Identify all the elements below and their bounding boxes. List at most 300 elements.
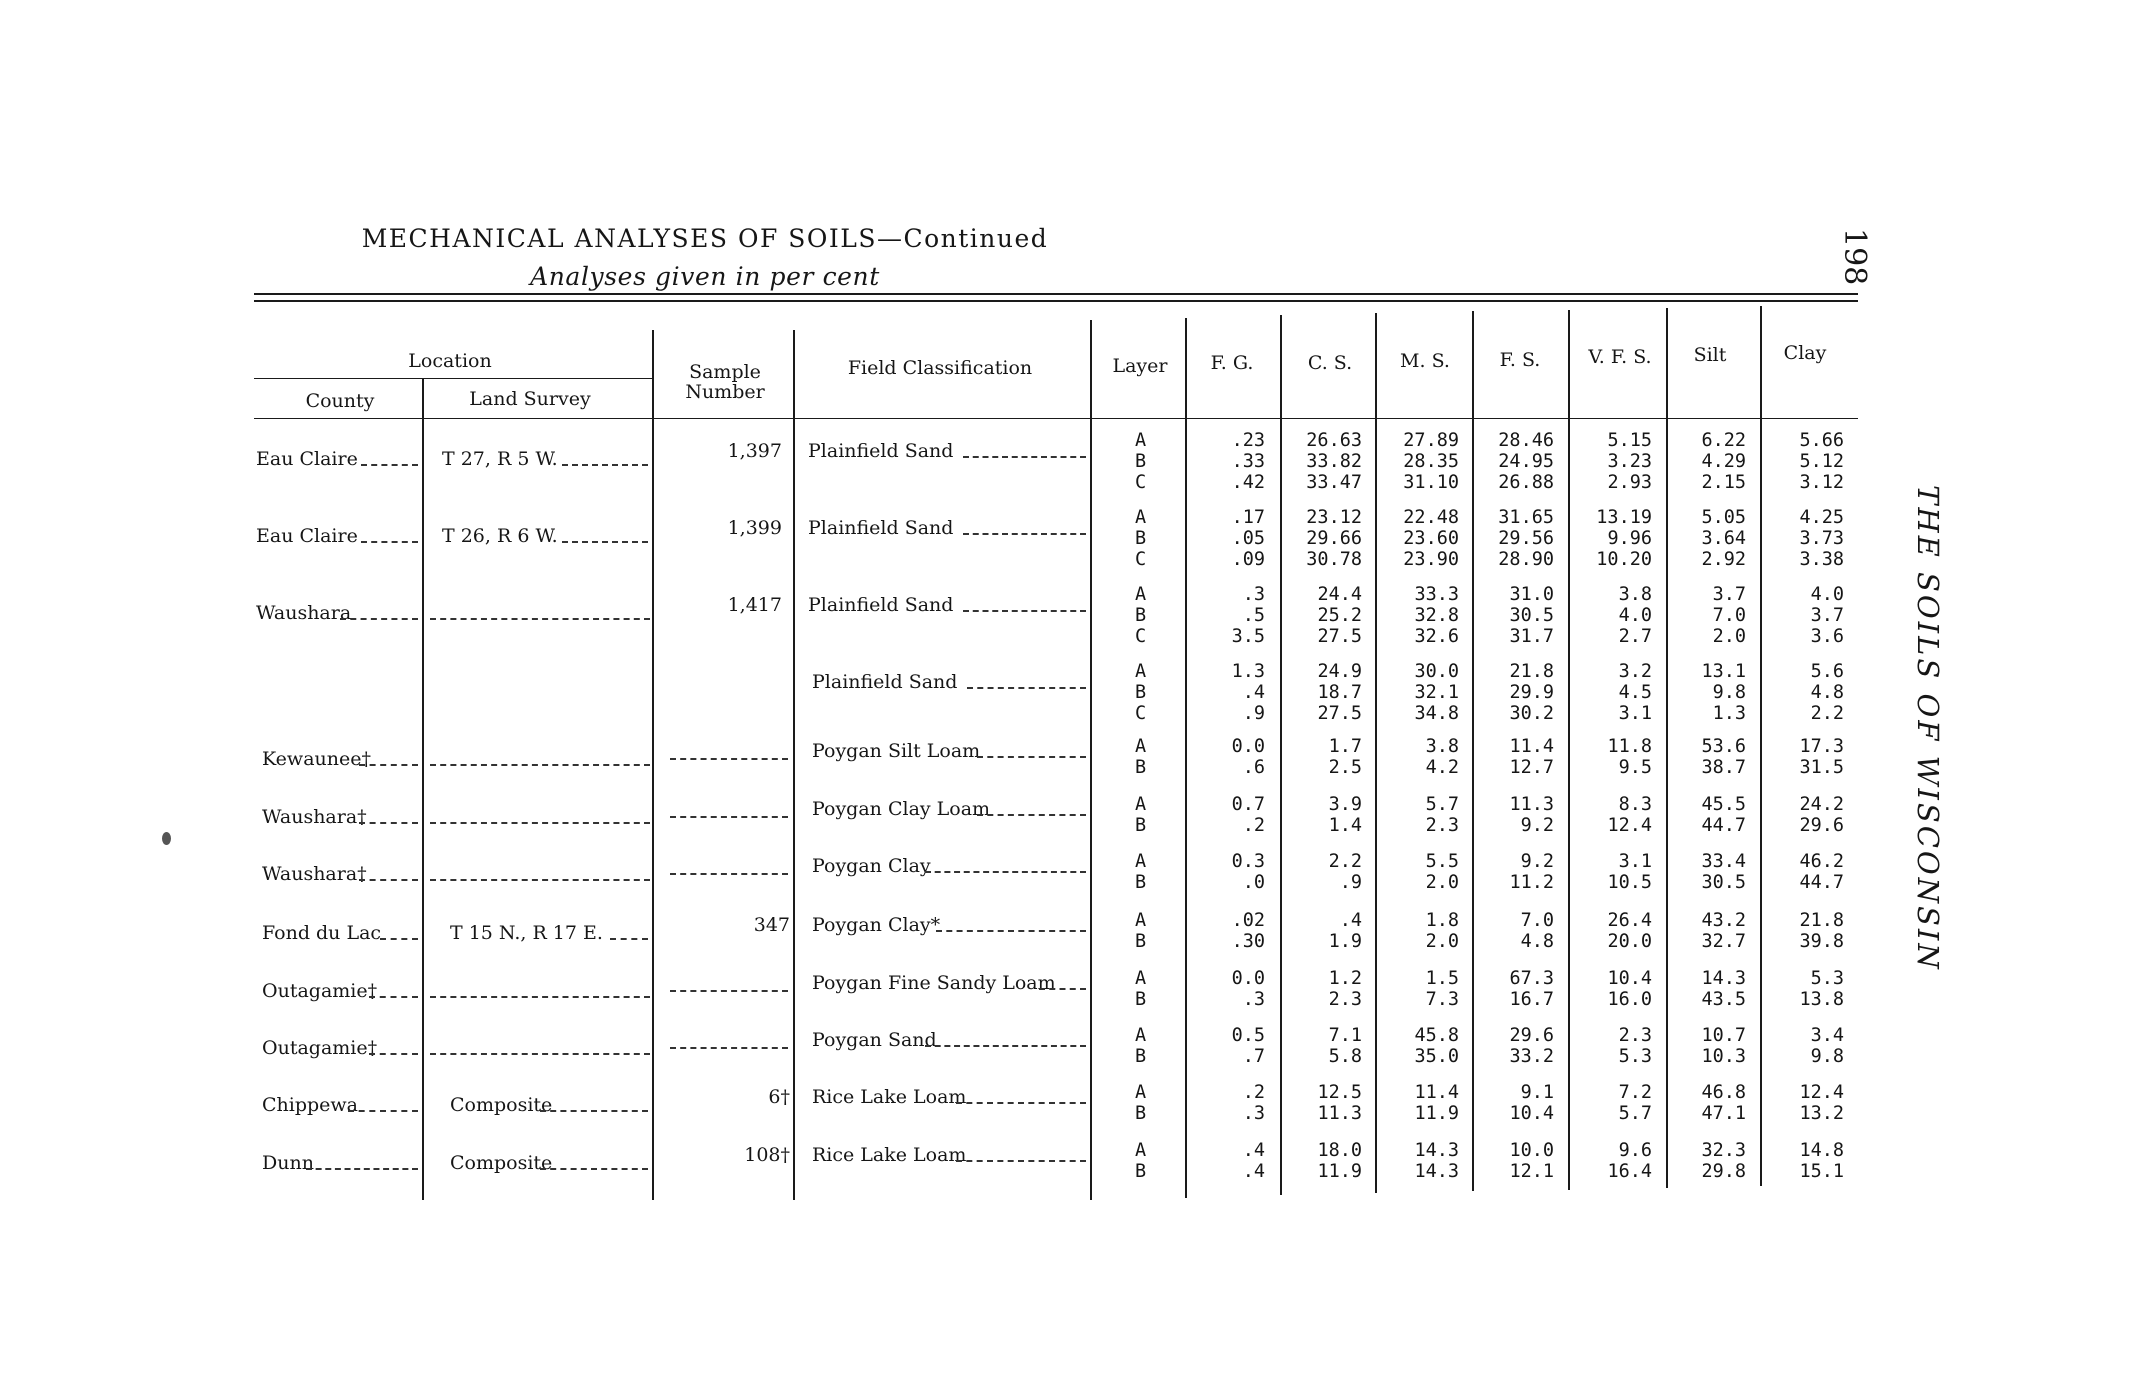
ms-cell: 32.6: [1414, 626, 1459, 647]
county-cell: Kewaunee†: [262, 748, 371, 770]
sample-number-cell: 108†: [744, 1144, 790, 1166]
fs-cell: 28.46: [1498, 430, 1554, 451]
vfs-cell: 12.4: [1607, 815, 1652, 836]
fs-cell: 12.1: [1509, 1161, 1554, 1182]
fs-cell: 67.3: [1509, 968, 1554, 989]
classification-leader: [963, 610, 1087, 612]
header-fg: F. G.: [1210, 352, 1254, 374]
vfs-cell: 3.8: [1618, 584, 1652, 605]
county-leader: [306, 1168, 418, 1170]
running-head: THE SOILS OF WISCONSIN: [1911, 485, 1945, 972]
field-classification-cell: Plainfield Sand: [812, 671, 958, 693]
fs-cell: 9.2: [1520, 815, 1554, 836]
clay-cell: 15.1: [1799, 1161, 1844, 1182]
fs-cell: 11.2: [1509, 872, 1554, 893]
layer-cell: C: [1135, 549, 1147, 570]
table-title: MECHANICAL ANALYSES OF SOILS—Continued: [361, 224, 1049, 253]
silt-cell: 46.8: [1701, 1082, 1746, 1103]
field-classification-cell: Rice Lake Loam: [812, 1144, 967, 1166]
fs-cell: 4.8: [1520, 931, 1554, 952]
county-leader: [361, 464, 418, 466]
fg-cell: .2: [1242, 1082, 1265, 1103]
fg-cell: .0: [1242, 872, 1265, 893]
sample-number-cell: 6†: [768, 1086, 790, 1108]
clay-cell: 4.0: [1810, 584, 1844, 605]
col-rule-silt: [1760, 306, 1762, 1186]
survey-leader: [562, 541, 648, 543]
survey-leader: [430, 822, 650, 824]
clay-cell: 5.6: [1810, 661, 1844, 682]
silt-cell: 10.3: [1701, 1046, 1746, 1067]
survey-leader: [610, 938, 648, 940]
clay-cell: 5.66: [1799, 430, 1844, 451]
layer-cell: C: [1135, 626, 1147, 647]
cs-cell: 24.9: [1317, 661, 1362, 682]
cs-cell: 11.3: [1317, 1103, 1362, 1124]
silt-cell: 3.64: [1701, 528, 1746, 549]
ms-cell: 14.3: [1414, 1161, 1459, 1182]
fg-cell: .30: [1231, 931, 1265, 952]
silt-cell: 38.7: [1701, 757, 1746, 778]
clay-cell: 9.8: [1810, 1046, 1844, 1067]
ms-cell: 4.2: [1425, 757, 1459, 778]
vfs-cell: 3.2: [1618, 661, 1652, 682]
silt-cell: 10.7: [1701, 1025, 1746, 1046]
col-rule-fg: [1280, 315, 1282, 1195]
silt-cell: 43.5: [1701, 989, 1746, 1010]
classification-leader: [977, 756, 1086, 758]
field-classification-cell: Poygan Clay: [812, 855, 931, 877]
sample-leader: [670, 816, 788, 818]
ms-cell: 28.35: [1403, 451, 1459, 472]
ms-cell: 22.48: [1403, 507, 1459, 528]
ms-cell: 32.8: [1414, 605, 1459, 626]
layer-cell: A: [1135, 1025, 1147, 1046]
clay-cell: 39.8: [1799, 931, 1844, 952]
vfs-cell: 10.20: [1596, 549, 1652, 570]
ms-cell: 1.5: [1425, 968, 1459, 989]
silt-cell: 2.92: [1701, 549, 1746, 570]
layer-cell: B: [1135, 605, 1147, 626]
clay-cell: 3.38: [1799, 549, 1844, 570]
fg-cell: .42: [1231, 472, 1265, 493]
ms-cell: 35.0: [1414, 1046, 1459, 1067]
cs-cell: 24.4: [1317, 584, 1362, 605]
header-fs: F. S.: [1499, 349, 1541, 371]
vfs-cell: 26.4: [1607, 910, 1652, 931]
layer-cell: A: [1135, 851, 1147, 872]
clay-cell: 4.8: [1810, 682, 1844, 703]
ms-cell: 23.60: [1403, 528, 1459, 549]
fg-cell: .6: [1242, 757, 1265, 778]
top-rule-inner: [254, 300, 1858, 302]
header-location: Location: [408, 350, 492, 372]
col-rule-layer: [1185, 318, 1187, 1198]
ms-cell: 14.3: [1414, 1140, 1459, 1161]
cs-cell: 26.63: [1306, 430, 1362, 451]
county-cell: Outagamie†: [262, 1037, 378, 1059]
silt-cell: 29.8: [1701, 1161, 1746, 1182]
clay-cell: 5.3: [1810, 968, 1844, 989]
county-leader: [348, 1110, 418, 1112]
clay-cell: 13.8: [1799, 989, 1844, 1010]
col-rule-fs: [1568, 310, 1570, 1190]
classification-leader: [936, 930, 1086, 932]
classification-leader: [925, 871, 1086, 873]
cs-cell: 12.5: [1317, 1082, 1362, 1103]
clay-cell: 3.7: [1810, 605, 1844, 626]
vfs-cell: 5.15: [1607, 430, 1652, 451]
field-classification-cell: Plainfield Sand: [808, 440, 954, 462]
fs-cell: 21.8: [1509, 661, 1554, 682]
table-subtitle: Analyses given in per cent: [530, 262, 880, 291]
fs-cell: 9.1: [1520, 1082, 1554, 1103]
field-classification-cell: Plainfield Sand: [808, 594, 954, 616]
cs-cell: 2.2: [1328, 851, 1362, 872]
fg-cell: .4: [1242, 1140, 1265, 1161]
fg-cell: .4: [1242, 682, 1265, 703]
vfs-cell: 11.8: [1607, 736, 1652, 757]
silt-cell: 30.5: [1701, 872, 1746, 893]
ms-cell: 31.10: [1403, 472, 1459, 493]
fs-cell: 31.7: [1509, 626, 1554, 647]
cs-cell: 11.9: [1317, 1161, 1362, 1182]
cs-cell: 30.78: [1306, 549, 1362, 570]
ms-cell: 11.4: [1414, 1082, 1459, 1103]
layer-cell: B: [1135, 872, 1147, 893]
silt-cell: 45.5: [1701, 794, 1746, 815]
header-sample-number: Sample Number: [685, 361, 765, 403]
fg-cell: .5: [1242, 605, 1265, 626]
vfs-cell: 16.4: [1607, 1161, 1652, 1182]
clay-cell: 5.12: [1799, 451, 1844, 472]
classification-leader: [963, 456, 1087, 458]
county-cell: Eau Claire: [256, 448, 358, 470]
survey-leader: [430, 764, 650, 766]
survey-leader: [540, 1168, 648, 1170]
sample-number-cell: 1,399: [727, 517, 782, 539]
silt-cell: 5.05: [1701, 507, 1746, 528]
col-rule-sample: [793, 330, 795, 1200]
cs-cell: 33.47: [1306, 472, 1362, 493]
vfs-cell: 3.23: [1607, 451, 1652, 472]
layer-cell: A: [1135, 430, 1147, 451]
cs-cell: 29.66: [1306, 528, 1362, 549]
vfs-cell: 10.4: [1607, 968, 1652, 989]
county-leader: [361, 541, 418, 543]
clay-cell: 46.2: [1799, 851, 1844, 872]
land-survey-cell: T 27, R 5 W.: [442, 448, 558, 470]
clay-cell: 29.6: [1799, 815, 1844, 836]
vfs-cell: 2.3: [1618, 1025, 1652, 1046]
cs-cell: 33.82: [1306, 451, 1362, 472]
clay-cell: 31.5: [1799, 757, 1844, 778]
header-rule: [254, 418, 1858, 419]
fs-cell: 12.7: [1509, 757, 1554, 778]
clay-cell: 12.4: [1799, 1082, 1844, 1103]
silt-cell: 53.6: [1701, 736, 1746, 757]
cs-cell: 5.8: [1328, 1046, 1362, 1067]
cs-cell: .9: [1339, 872, 1362, 893]
layer-cell: A: [1135, 910, 1147, 931]
silt-cell: 14.3: [1701, 968, 1746, 989]
vfs-cell: 4.5: [1618, 682, 1652, 703]
silt-cell: 2.15: [1701, 472, 1746, 493]
land-survey-cell: T 26, R 6 W.: [442, 525, 558, 547]
clay-cell: 3.73: [1799, 528, 1844, 549]
fs-cell: 30.2: [1509, 703, 1554, 724]
silt-cell: 4.29: [1701, 451, 1746, 472]
vfs-cell: 8.3: [1618, 794, 1652, 815]
county-leader: [359, 879, 419, 881]
vfs-cell: 13.19: [1596, 507, 1652, 528]
fg-cell: .4: [1242, 1161, 1265, 1182]
fs-cell: 33.2: [1509, 1046, 1554, 1067]
layer-cell: A: [1135, 1140, 1147, 1161]
county-leader: [359, 822, 419, 824]
header-land-survey: Land Survey: [469, 388, 591, 410]
fs-cell: 28.90: [1498, 549, 1554, 570]
fs-cell: 24.95: [1498, 451, 1554, 472]
fg-cell: 0.7: [1231, 794, 1265, 815]
county-cell: Waushara: [256, 602, 352, 624]
cs-cell: 1.2: [1328, 968, 1362, 989]
sample-leader: [670, 990, 788, 992]
field-classification-cell: Poygan Clay*: [812, 914, 941, 936]
county-leader: [340, 618, 418, 620]
sample-leader: [670, 758, 788, 760]
sample-number-cell: 1,417: [727, 594, 782, 616]
classification-leader: [956, 1160, 1086, 1162]
cs-cell: 7.1: [1328, 1025, 1362, 1046]
fs-cell: 9.2: [1520, 851, 1554, 872]
ms-cell: 23.90: [1403, 549, 1459, 570]
col-rule-vfs: [1666, 308, 1668, 1188]
vfs-cell: 3.1: [1618, 703, 1652, 724]
vfs-cell: 5.3: [1618, 1046, 1652, 1067]
silt-cell: 47.1: [1701, 1103, 1746, 1124]
top-rule: [254, 293, 1858, 295]
vfs-cell: 10.5: [1607, 872, 1652, 893]
ms-cell: 34.8: [1414, 703, 1459, 724]
clay-cell: 21.8: [1799, 910, 1844, 931]
vfs-cell: 7.2: [1618, 1082, 1652, 1103]
header-silt: Silt: [1693, 344, 1727, 366]
ms-cell: 11.9: [1414, 1103, 1459, 1124]
vfs-cell: 16.0: [1607, 989, 1652, 1010]
fs-cell: 31.0: [1509, 584, 1554, 605]
layer-cell: A: [1135, 661, 1147, 682]
layer-cell: B: [1135, 989, 1147, 1010]
fs-cell: 11.3: [1509, 794, 1554, 815]
layer-cell: A: [1135, 794, 1147, 815]
survey-leader: [430, 996, 650, 998]
vfs-cell: 5.7: [1618, 1103, 1652, 1124]
ms-cell: 45.8: [1414, 1025, 1459, 1046]
silt-cell: 7.0: [1712, 605, 1746, 626]
layer-cell: A: [1135, 968, 1147, 989]
county-leader: [359, 764, 419, 766]
layer-cell: B: [1135, 931, 1147, 952]
field-classification-cell: Poygan Clay Loam: [812, 798, 991, 820]
layer-cell: C: [1135, 472, 1147, 493]
header-field-classification: Field Classification: [847, 357, 1033, 379]
vfs-cell: 4.0: [1618, 605, 1652, 626]
land-survey-cell: Composite: [450, 1094, 553, 1116]
ms-cell: 1.8: [1425, 910, 1459, 931]
silt-cell: 32.3: [1701, 1140, 1746, 1161]
field-classification-cell: Poygan Silt Loam: [812, 740, 981, 762]
classification-leader: [1039, 988, 1086, 990]
survey-leader: [540, 1110, 648, 1112]
scan-speck: [162, 832, 171, 845]
clay-cell: 4.25: [1799, 507, 1844, 528]
fg-cell: .2: [1242, 815, 1265, 836]
county-leader: [369, 996, 418, 998]
page-number: 198: [1837, 228, 1872, 286]
fs-cell: 10.4: [1509, 1103, 1554, 1124]
clay-cell: 3.6: [1810, 626, 1844, 647]
silt-cell: 3.7: [1712, 584, 1746, 605]
header-vfs: V. F. S.: [1588, 346, 1652, 368]
col-rule-county: [422, 378, 424, 1200]
fg-cell: .9: [1242, 703, 1265, 724]
clay-cell: 3.4: [1810, 1025, 1844, 1046]
cs-cell: 1.4: [1328, 815, 1362, 836]
ms-cell: 32.1: [1414, 682, 1459, 703]
clay-cell: 17.3: [1799, 736, 1844, 757]
survey-leader: [430, 1053, 650, 1055]
fg-cell: 0.0: [1231, 968, 1265, 989]
county-cell: Fond du Lac: [262, 922, 382, 944]
silt-cell: 2.0: [1712, 626, 1746, 647]
ms-cell: 33.3: [1414, 584, 1459, 605]
ms-cell: 2.0: [1425, 872, 1459, 893]
land-survey-cell: Composite: [450, 1152, 553, 1174]
vfs-cell: 9.6: [1618, 1140, 1652, 1161]
county-cell: Waushara†: [262, 863, 367, 885]
county-cell: Dunn: [262, 1152, 314, 1174]
classification-leader: [956, 1102, 1086, 1104]
ms-cell: 3.8: [1425, 736, 1459, 757]
clay-cell: 14.8: [1799, 1140, 1844, 1161]
layer-cell: A: [1135, 507, 1147, 528]
fg-cell: 0.0: [1231, 736, 1265, 757]
col-rule-survey: [652, 330, 654, 1200]
vfs-cell: 9.96: [1607, 528, 1652, 549]
silt-cell: 13.1: [1701, 661, 1746, 682]
fg-cell: 3.5: [1231, 626, 1265, 647]
silt-cell: 1.3: [1712, 703, 1746, 724]
county-cell: Chippewa: [262, 1094, 359, 1116]
cs-cell: 27.5: [1317, 703, 1362, 724]
col-rule-cs: [1375, 313, 1377, 1193]
header-clay: Clay: [1783, 342, 1827, 364]
cs-cell: 27.5: [1317, 626, 1362, 647]
county-cell: Outagamie†: [262, 980, 378, 1002]
fs-cell: 31.65: [1498, 507, 1554, 528]
layer-cell: B: [1135, 1103, 1147, 1124]
fs-cell: 29.56: [1498, 528, 1554, 549]
layer-cell: A: [1135, 584, 1147, 605]
silt-cell: 9.8: [1712, 682, 1746, 703]
col-rule-classification: [1090, 320, 1092, 1200]
silt-cell: 6.22: [1701, 430, 1746, 451]
fg-cell: 0.3: [1231, 851, 1265, 872]
survey-leader: [430, 618, 650, 620]
field-classification-cell: Poygan Sand: [812, 1029, 937, 1051]
fg-cell: .02: [1231, 910, 1265, 931]
fs-cell: 7.0: [1520, 910, 1554, 931]
silt-cell: 33.4: [1701, 851, 1746, 872]
county-cell: Eau Claire: [256, 525, 358, 547]
vfs-cell: 9.5: [1618, 757, 1652, 778]
header-ms: M. S.: [1400, 350, 1450, 372]
vfs-cell: 20.0: [1607, 931, 1652, 952]
vfs-cell: 2.93: [1607, 472, 1652, 493]
cs-cell: 2.5: [1328, 757, 1362, 778]
header-county: County: [305, 390, 375, 412]
cs-cell: 18.7: [1317, 682, 1362, 703]
clay-cell: 13.2: [1799, 1103, 1844, 1124]
layer-cell: B: [1135, 1161, 1147, 1182]
fg-cell: .17: [1231, 507, 1265, 528]
fs-cell: 10.0: [1509, 1140, 1554, 1161]
cs-cell: 25.2: [1317, 605, 1362, 626]
cs-cell: 3.9: [1328, 794, 1362, 815]
county-leader: [369, 1053, 418, 1055]
sample-leader: [670, 873, 788, 875]
classification-leader: [977, 814, 1086, 816]
fg-cell: .23: [1231, 430, 1265, 451]
cs-cell: 2.3: [1328, 989, 1362, 1010]
header-cs: C. S.: [1307, 352, 1353, 374]
layer-cell: B: [1135, 451, 1147, 472]
fs-cell: 26.88: [1498, 472, 1554, 493]
clay-cell: 44.7: [1799, 872, 1844, 893]
vfs-cell: 3.1: [1618, 851, 1652, 872]
ms-cell: 2.0: [1425, 931, 1459, 952]
layer-cell: A: [1135, 736, 1147, 757]
classification-leader: [925, 1045, 1086, 1047]
silt-cell: 44.7: [1701, 815, 1746, 836]
ms-cell: 5.5: [1425, 851, 1459, 872]
layer-cell: B: [1135, 1046, 1147, 1067]
silt-cell: 43.2: [1701, 910, 1746, 931]
cs-cell: .4: [1339, 910, 1362, 931]
county-leader: [380, 938, 419, 940]
sample-number-cell: 347: [753, 914, 790, 936]
cs-cell: 18.0: [1317, 1140, 1362, 1161]
classification-leader: [963, 533, 1087, 535]
col-rule-ms: [1472, 311, 1474, 1191]
fg-cell: .3: [1242, 584, 1265, 605]
layer-cell: B: [1135, 757, 1147, 778]
field-classification-cell: Rice Lake Loam: [812, 1086, 967, 1108]
fs-cell: 30.5: [1509, 605, 1554, 626]
layer-cell: A: [1135, 1082, 1147, 1103]
fg-cell: 1.3: [1231, 661, 1265, 682]
fs-cell: 16.7: [1509, 989, 1554, 1010]
layer-cell: B: [1135, 528, 1147, 549]
fg-cell: .09: [1231, 549, 1265, 570]
header-layer: Layer: [1112, 355, 1168, 377]
county-cell: Waushara†: [262, 806, 367, 828]
clay-cell: 24.2: [1799, 794, 1844, 815]
fs-cell: 11.4: [1509, 736, 1554, 757]
fg-cell: .3: [1242, 989, 1265, 1010]
ms-cell: 27.89: [1403, 430, 1459, 451]
